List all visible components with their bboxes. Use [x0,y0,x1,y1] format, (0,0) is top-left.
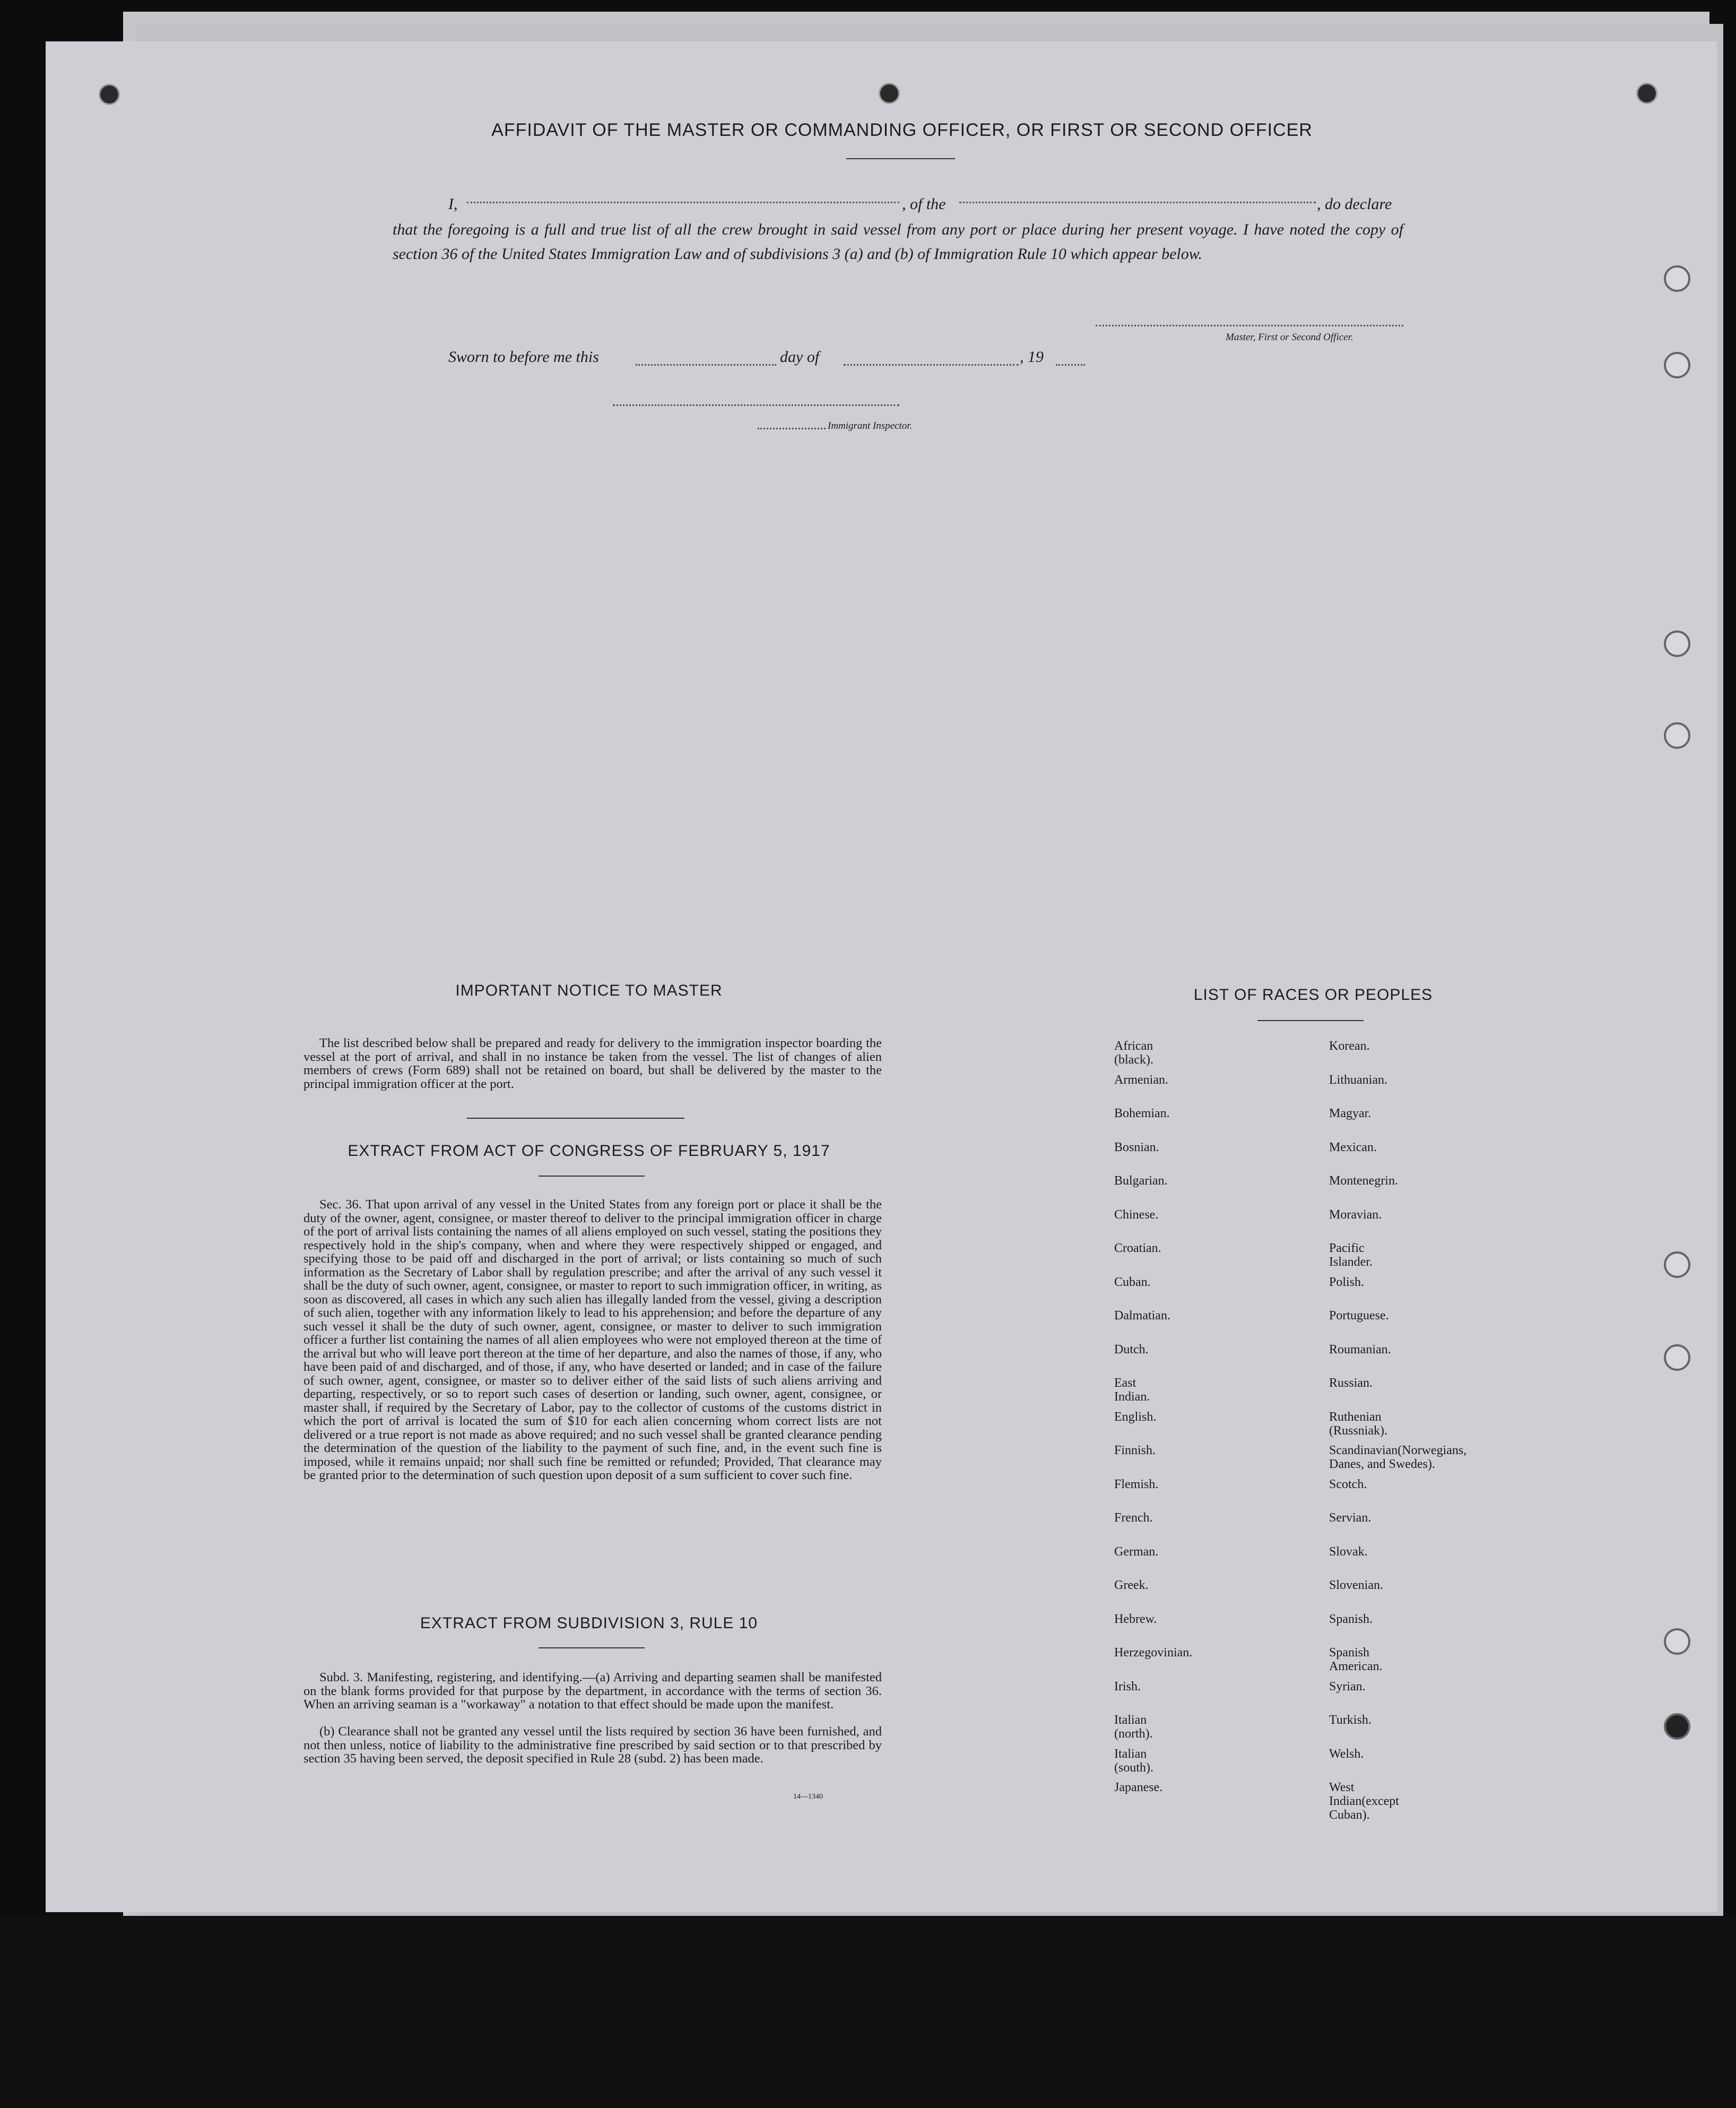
extract-act-text: Sec. 36. That upon arrival of any vessel in the United States from any foreign port or place it shall be the duty of the owner, agent, consignee, or master thereof to deliver to the principal immigration officer in charge of the port of arrival lists containing the names of all aliens employed on such vessel, stating the positions they respectively hold in the ship's company, when and where they were respectively shipped or engaged, and specifying those to be paid off and discharged in the port of arrival; or lists containing so much of such information as the Secretary of Labor shall by regulation prescribe; and after the arrival of any such vessel it shall be the duty of such owner, agent, consignee, or master to report to such immigration officer, in writing, as soon as discovered, all cases in which any such alien has illegally landed from the vessel, giving a description of such alien, together with any information likely to lead to his apprehension; and before the departure of any such vessel it shall be the duty of such owner, agent, consignee, or master to deliver to such immigration officer a further list containing the names of all alien employees who were not employed thereon at the time of the arrival but who will leave port thereon at the time of her departure, and also the names of those, if any, who have been paid of and discharged, and of those, if any, who have deserted or landed; and in case of the failure of such owner, agent, consignee, or master so to deliver either of the said lists of such aliens arriving and departing, respectively, or so to report such cases of desertion or landing, such owner, agent, consignee, or master shall, if required by the Secretary of Labor, pay to the collector of customs of the customs district in which the port of arrival is located the sum of $10 for each alien concerning whom correct lists are not delivered or a true report is not made as above required; and no such vessel shall be granted clearance pending the determination of the question of the liability to the payment of such fine, and, in the event such fine is imposed, while it remains unpaid; nor shall such fine be remitted or refunded; Provided, That clearance may be granted prior to the determination of such question upon deposit of a sum sufficient to cover such fine. [303,1197,882,1482]
punch-hole-icon [879,83,900,104]
race-item: Armenian. [1114,1073,1168,1087]
scanner-background [0,1916,1736,2108]
race-item: Korean. [1329,1039,1370,1053]
race-item: Mexican. [1329,1140,1377,1154]
divider [1257,1020,1364,1021]
race-item: Bulgarian. [1114,1174,1168,1188]
race-item: Spanish American. [1329,1646,1383,1673]
race-item: Ruthenian (Russniak). [1329,1410,1387,1438]
race-item: Slovak. [1329,1544,1368,1559]
race-item: Spanish. [1329,1612,1373,1626]
signature-label: Master, First or Second Officer. [1226,332,1353,343]
race-item: Pacific Islander. [1329,1241,1373,1269]
race-item: French. [1114,1511,1153,1525]
race-item: Magyar. [1329,1107,1372,1120]
race-item: Scotch. [1329,1477,1367,1491]
sworn-month-field[interactable] [844,364,1019,366]
affidavit-title: AFFIDAVIT OF THE MASTER OR COMMANDING OFFICER, OR FIRST OR SECOND OFFICER [491,120,1313,140]
notice-title: IMPORTANT NOTICE TO MASTER [455,982,723,999]
extract-act-title: EXTRACT FROM ACT OF CONGRESS OF FEBRUARY 5, 1917 [348,1142,830,1160]
affidavit-of-the-label: , of the [902,195,946,213]
signature-field[interactable] [1096,325,1403,326]
race-item: Turkish. [1329,1713,1372,1727]
race-item: Cuban. [1114,1275,1151,1289]
sworn-year-field[interactable] [1056,364,1085,366]
affidavit-body: that the foregoing is a full and true list of all the crew brought in said vessel from any port or place during her present voyage. I have noted the copy of section 36 of the United States Immigration Law and of subdivisions 3 (a) and (b) of Immigration Rule 10 which appear below. [393,221,1403,263]
race-item: Syrian. [1329,1679,1366,1694]
race-item: Flemish. [1114,1477,1159,1491]
race-item: Irish. [1114,1679,1141,1694]
race-item: Dutch. [1114,1342,1149,1357]
race-item: Chinese. [1114,1207,1159,1222]
race-item: Finnish. [1114,1444,1156,1457]
race-item: Dalmatian. [1114,1309,1170,1323]
document-page [46,41,1717,1912]
extract-rule-text-b: (b) Clearance shall not be granted any vessel until the lists required by section 36 have been furnished, and not then unless, notice of liability to the administrative fine prescribed by said section or to that prescribed by section 35 having been served, the deposit specified in Rule 28 (subd. 2) has been made. [303,1724,882,1766]
race-item: Italian (north). [1114,1713,1153,1741]
divider [539,1176,645,1177]
race-item: Servian. [1329,1511,1372,1525]
divider [846,158,955,159]
races-title: LIST OF RACES OR PEOPLES [1193,986,1433,1004]
extract-rule-text-a: Subd. 3. Manifesting, registering, and identifying.—(a) Arriving and departing seamen shall be manifested on the blank forms provided for that purpose by the department, in accordance with the terms of section 36. When an arriving seaman is a "workaway" a notation to that effect should be made upon the manifest. [303,1670,882,1712]
race-item: Russian. [1329,1376,1373,1390]
inspector-leader [758,428,826,429]
binder-hole-icon [1664,1251,1690,1278]
binder-hole-icon [1664,722,1690,749]
form-number: 14—1340 [793,1793,823,1801]
affidavit-declare-label: , do declare [1317,195,1392,213]
sworn-label: Sworn to before me this [448,348,599,366]
race-item: Welsh. [1329,1747,1364,1761]
race-item: Roumanian. [1329,1342,1391,1357]
race-item: Moravian. [1329,1207,1382,1222]
binder-hole-icon [1664,1628,1690,1655]
affidavit-i-label: I, [448,195,458,213]
punch-hole-icon [99,84,120,105]
race-item: Lithuanian. [1329,1073,1387,1087]
extract-rule-title: EXTRACT FROM SUBDIVISION 3, RULE 10 [420,1614,758,1632]
notice-text: The list described below shall be prepared and ready for delivery to the immigration inspector boarding the vessel at the port of arrival, and shall in no instance be taken from the vessel. The list of changes of alien members of crews (Form 689) shall not be retained on board, but shall be delivered by the master to the principal immigration officer at the port. [303,1036,882,1091]
race-item: African (black). [1114,1039,1153,1067]
binder-hole-icon [1664,1344,1690,1371]
punch-hole-icon [1636,83,1657,104]
race-item: Hebrew. [1114,1612,1157,1626]
sworn-day-of-label: day of [780,348,820,366]
race-item: Montenegrin. [1329,1174,1398,1188]
race-item: Herzegovinian. [1114,1646,1193,1660]
vessel-field[interactable] [959,202,1316,203]
race-item: English. [1114,1410,1157,1424]
inspector-label: Immigrant Inspector. [828,420,913,431]
divider [539,1647,645,1648]
race-item: Greek. [1114,1578,1149,1592]
race-item: German. [1114,1544,1159,1559]
race-item: East Indian. [1114,1376,1150,1404]
race-item: Croatian. [1114,1241,1161,1255]
race-item: Scandinavian(Norwegians, Danes, and Swedes). [1329,1444,1467,1471]
race-item: Slovenian. [1329,1578,1383,1592]
race-item: Bohemian. [1114,1107,1170,1120]
binder-hole-icon [1664,630,1690,657]
race-item: West Indian(except Cuban). [1329,1781,1399,1822]
race-item: Japanese. [1114,1781,1163,1794]
race-item: Polish. [1329,1275,1365,1289]
race-item: Bosnian. [1114,1140,1159,1154]
race-item: Italian (south). [1114,1747,1153,1775]
name-field[interactable] [467,202,899,203]
binder-hole-icon [1664,1713,1690,1740]
race-item: Portuguese. [1329,1309,1389,1323]
binder-hole-icon [1664,352,1690,378]
inspector-signature-field[interactable] [613,404,899,406]
binder-hole-icon [1664,265,1690,292]
sworn-day-field[interactable] [636,364,776,366]
sworn-year-label: , 19 [1020,348,1044,366]
divider [467,1118,684,1119]
